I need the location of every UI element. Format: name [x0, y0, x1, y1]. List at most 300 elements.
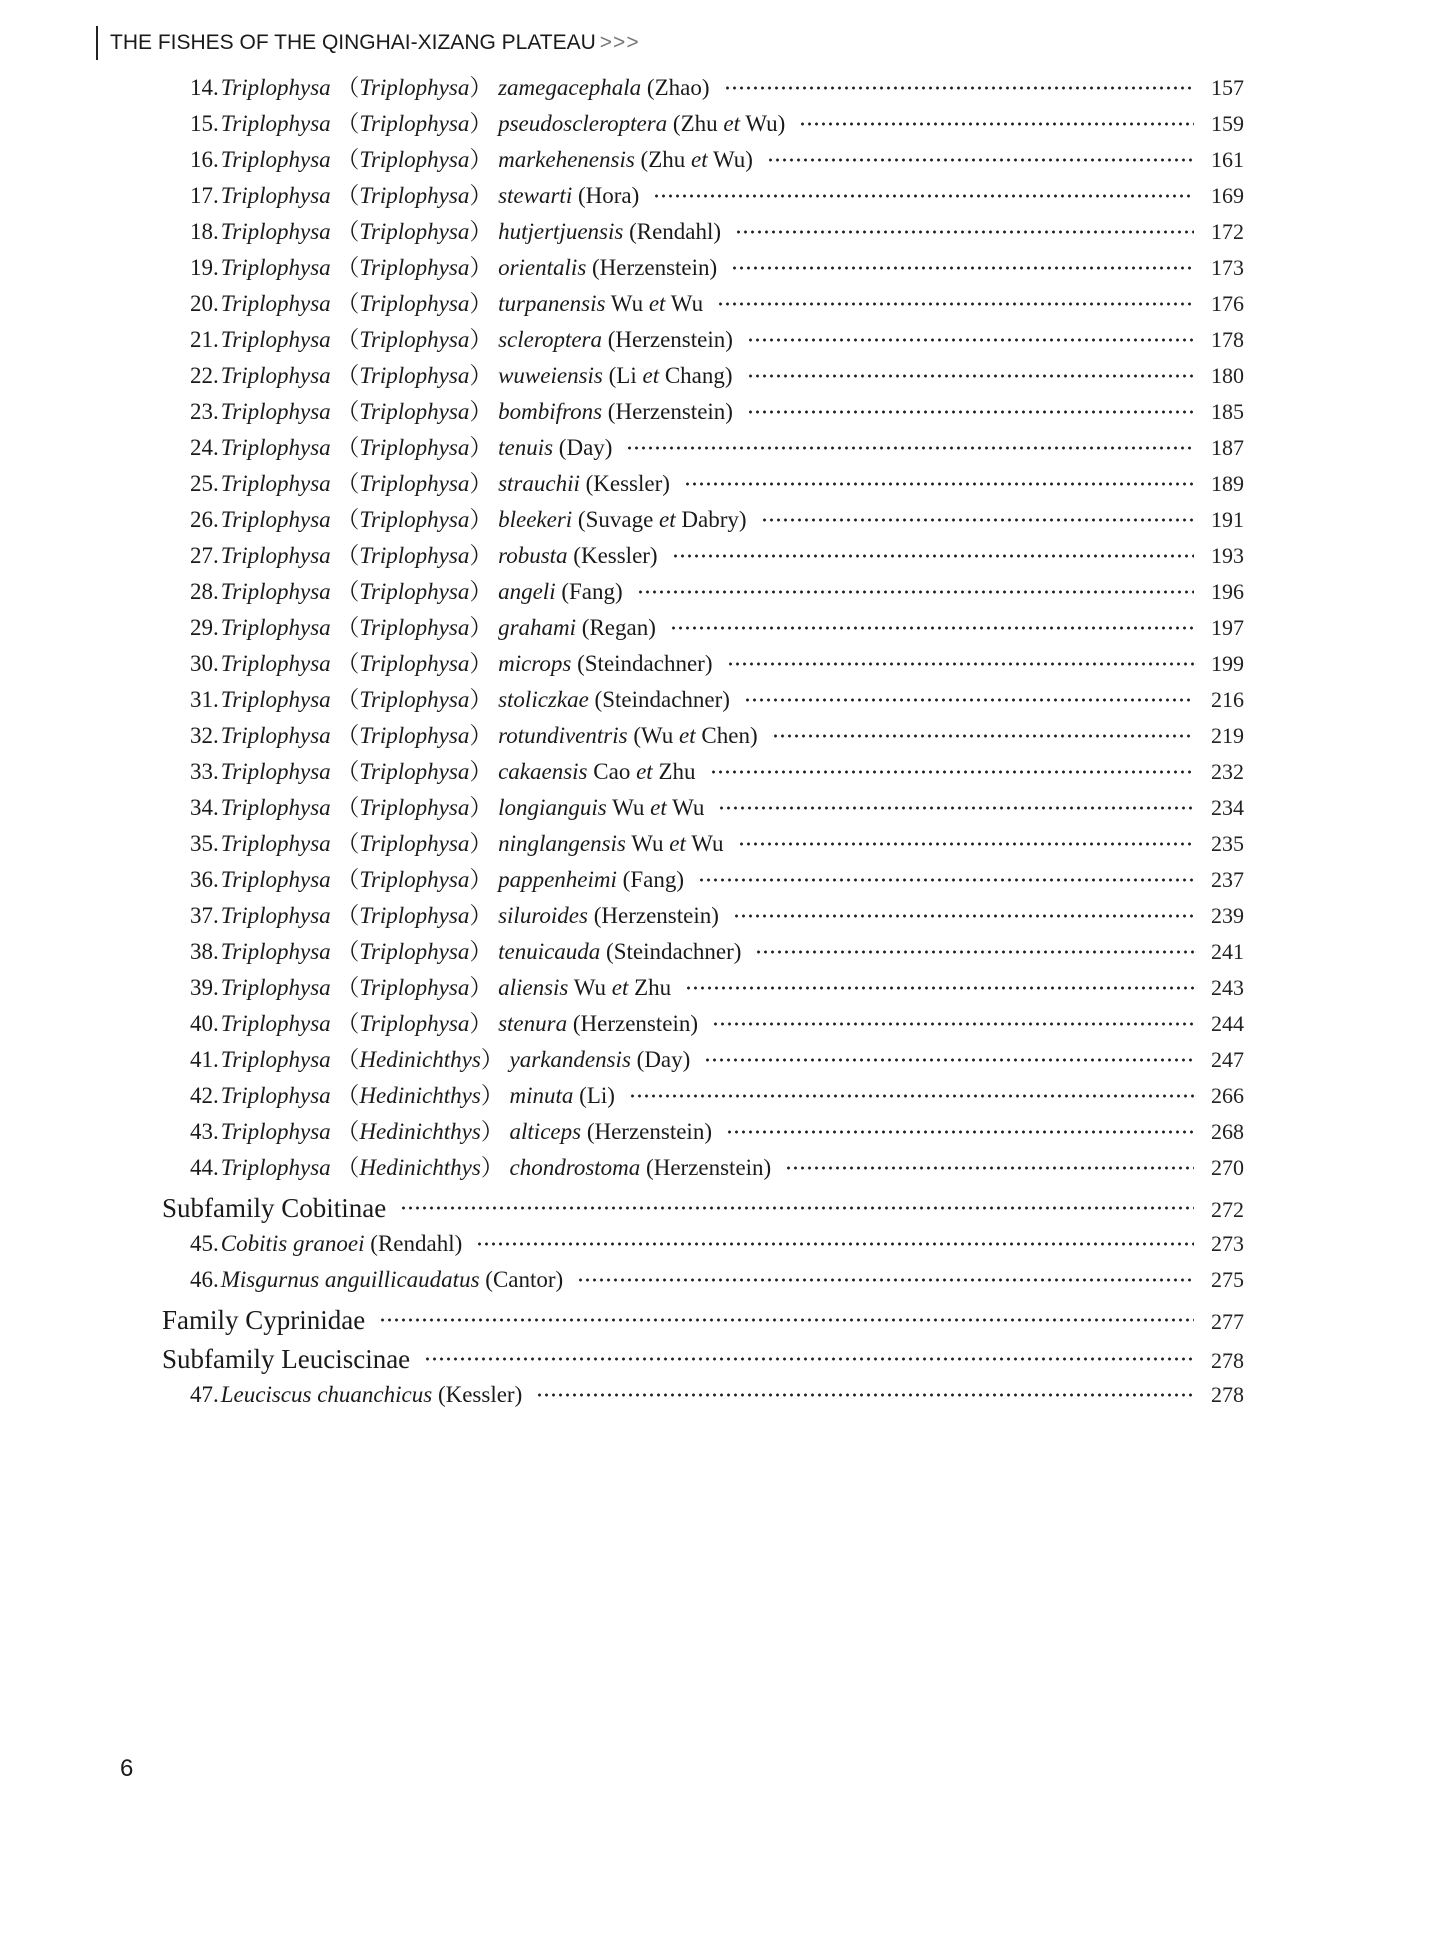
genus-name: Triplophysa: [220, 255, 331, 280]
toc-entry-title: [162, 1339, 410, 1379]
genus-name: Triplophysa: [220, 291, 331, 316]
subgenus-name: Triplophysa: [359, 687, 470, 712]
dot-leader: [712, 1020, 1194, 1028]
toc-entry-title: 36.Triplophysa （Triplophysa） pappenheimi (Fang): [190, 867, 684, 892]
dot-leader: [379, 1316, 1194, 1324]
species-name: grahami: [498, 615, 577, 640]
author-name: (Cantor): [485, 1267, 564, 1292]
genus-name: Triplophysa: [220, 867, 331, 892]
toc-species-entry[interactable]: [190, 70, 1244, 106]
toc-species-entry[interactable]: [190, 574, 1244, 610]
entry-number: 36.: [190, 867, 219, 892]
toc-entry-title: 25.Triplophysa （Triplophysa） strauchii (Kessler): [190, 471, 670, 496]
dot-leader: [727, 660, 1195, 668]
page-reference: 247: [1211, 1047, 1244, 1072]
dot-leader: [400, 1204, 1194, 1212]
species-name: alticeps: [509, 1119, 582, 1144]
author-name: (Wu: [633, 723, 674, 748]
page-reference: 277: [1211, 1309, 1244, 1334]
species-name: microps: [498, 651, 572, 676]
subgenus-name: Triplophysa: [359, 507, 470, 532]
toc-entry-title: 43.Triplophysa （Hedinichthys） alticeps (Herzenstein): [190, 1119, 712, 1144]
author-conjunction: et: [611, 975, 629, 1000]
running-header-title: THE FISHES OF THE QINGHAI-XIZANG PLATEAU: [110, 31, 596, 54]
toc-species-entry[interactable]: [190, 1226, 1244, 1262]
author-conjunction: et: [723, 111, 740, 136]
dot-leader: [698, 876, 1194, 884]
subgenus-name: Triplophysa: [359, 723, 470, 748]
toc-species-entry[interactable]: [190, 1114, 1244, 1150]
species-name: chuanchicus: [317, 1382, 433, 1407]
page-reference: 273: [1211, 1231, 1244, 1256]
subgenus-name: Triplophysa: [359, 579, 470, 604]
toc-entry-title: [162, 1188, 386, 1228]
author-conjunction: et: [691, 147, 708, 172]
page-reference: 176: [1211, 291, 1244, 316]
author-conjunction: et: [636, 759, 653, 784]
species-name: chondrostoma: [509, 1155, 641, 1180]
toc-entry-title: 18.Triplophysa （Triplophysa） hutjertjuensis (Rendahl): [190, 219, 722, 244]
entry-number: 38.: [190, 939, 219, 964]
species-name: stewarti: [498, 183, 573, 208]
species-name: pappenheimi: [498, 867, 617, 892]
page-reference: 243: [1211, 975, 1244, 1000]
dot-leader: [684, 480, 1194, 488]
subgenus-name: Triplophysa: [359, 975, 470, 1000]
species-name: bleekeri: [498, 507, 573, 532]
subgenus-name: Triplophysa: [359, 867, 470, 892]
toc-entry-title: 14.Triplophysa （Triplophysa） zamegacephala (Zhao): [190, 75, 710, 100]
author-conjunction: et: [679, 723, 696, 748]
genus-name: Triplophysa: [220, 183, 331, 208]
toc-entry-title: 41.Triplophysa （Hedinichthys） yarkandensis (Day): [190, 1047, 691, 1072]
section-title: Subfamily Leuciscinae: [162, 1344, 411, 1374]
page-reference: 172: [1211, 219, 1244, 244]
author-name: Wu: [631, 831, 664, 856]
author-name: Wu: [573, 975, 607, 1000]
species-name: cakaensis: [498, 759, 588, 784]
author-name: (Suvage: [577, 507, 654, 532]
toc-entry-title: 15.Triplophysa （Triplophysa） pseudoscleroptera (Zhu et Wu): [190, 111, 786, 136]
species-name: pseudoscleroptera: [498, 111, 668, 136]
toc-entry-title: 16.Triplophysa （Triplophysa） markehenensis (Zhu et Wu): [190, 147, 753, 172]
entry-number: 29.: [190, 615, 219, 640]
entry-number: 40.: [190, 1011, 219, 1036]
entry-number: 35.: [190, 831, 219, 856]
species-name: tenuicauda: [498, 939, 601, 964]
species-name: tenuis: [498, 435, 554, 460]
toc-section-entry[interactable]: [162, 1188, 1244, 1228]
genus-name: Leuciscus: [220, 1382, 312, 1407]
toc-species-entry[interactable]: [190, 286, 1244, 322]
author-name: Cao: [593, 759, 631, 784]
dot-leader: [799, 120, 1194, 128]
species-name: minuta: [509, 1083, 574, 1108]
page-reference: 278: [1211, 1348, 1244, 1373]
author-name-second: Wu: [691, 831, 724, 856]
genus-name: Triplophysa: [220, 1011, 331, 1036]
author-name-second: Chang): [664, 363, 733, 388]
toc-entry-title: 26.Triplophysa （Triplophysa） bleekeri (Suvage et Dabry): [190, 507, 747, 532]
entry-number: 42.: [190, 1083, 219, 1108]
toc-entry-title: 42.Triplophysa （Hedinichthys） minuta (Li): [190, 1083, 615, 1108]
genus-name: Triplophysa: [220, 363, 331, 388]
subgenus-name: Triplophysa: [359, 939, 470, 964]
toc-species-entry[interactable]: [190, 538, 1244, 574]
author-name: (Li): [579, 1083, 615, 1108]
entry-number: 18.: [190, 219, 219, 244]
subgenus-name: Hedinichthys: [359, 1047, 481, 1072]
species-name: siluroides: [498, 903, 588, 928]
author-name: (Hora): [577, 183, 640, 208]
toc-entry-title: 30.Triplophysa （Triplophysa） microps (Steindachner): [190, 651, 713, 676]
author-name: Wu: [612, 795, 645, 820]
subgenus-name: Triplophysa: [359, 291, 470, 316]
toc-entry-title: 33.Triplophysa （Triplophysa） cakaensis Cao et Zhu: [190, 759, 696, 784]
genus-name: Misgurnus: [220, 1267, 320, 1292]
author-name: (Herzenstein): [646, 1155, 772, 1180]
species-name: stoliczkae: [498, 687, 589, 712]
genus-name: Triplophysa: [220, 1155, 331, 1180]
toc-species-entry[interactable]: [190, 466, 1244, 502]
author-name: (Steindachner): [577, 651, 713, 676]
dot-leader: [710, 768, 1195, 776]
species-name: bombifrons: [498, 399, 603, 424]
author-name: (Kessler): [573, 543, 658, 568]
genus-name: Triplophysa: [220, 507, 331, 532]
genus-name: Triplophysa: [220, 399, 331, 424]
subgenus-name: Triplophysa: [359, 831, 470, 856]
toc-species-entry[interactable]: [190, 1042, 1244, 1078]
dot-leader: [755, 948, 1194, 956]
page-reference: 237: [1211, 867, 1244, 892]
toc-entry-title: 27.Triplophysa （Triplophysa） robusta (Kessler): [190, 543, 658, 568]
author-name: (Herzenstein): [586, 1119, 712, 1144]
genus-name: Triplophysa: [220, 795, 331, 820]
author-name: (Herzenstein): [607, 327, 733, 352]
toc-species-entry[interactable]: [190, 754, 1244, 790]
genus-name: Cobitis: [220, 1231, 288, 1256]
entry-number: 26.: [190, 507, 219, 532]
genus-name: Triplophysa: [220, 723, 331, 748]
dot-leader: [724, 84, 1195, 92]
species-name: hutjertjuensis: [498, 219, 624, 244]
author-name-second: Zhu: [634, 975, 672, 1000]
genus-name: Triplophysa: [220, 831, 331, 856]
species-name: zamegacephala: [498, 75, 642, 100]
author-name: (Kessler): [585, 471, 670, 496]
author-name: (Zhu: [672, 111, 718, 136]
subgenus-name: Triplophysa: [359, 327, 470, 352]
entry-number: 23.: [190, 399, 219, 424]
toc-species-entry[interactable]: [190, 898, 1244, 934]
dot-leader: [476, 1240, 1194, 1248]
genus-name: Triplophysa: [220, 759, 331, 784]
toc-entry-title: 37.Triplophysa （Triplophysa） siluroides (Herzenstein): [190, 903, 719, 928]
dot-leader: [653, 192, 1194, 200]
page-reference: 235: [1211, 831, 1244, 856]
toc-species-entry[interactable]: [190, 934, 1244, 970]
page-reference: 234: [1211, 795, 1244, 820]
entry-number: 21.: [190, 327, 219, 352]
toc-species-entry[interactable]: [190, 646, 1244, 682]
author-name: (Steindachner): [606, 939, 742, 964]
page-reference: 180: [1211, 363, 1244, 388]
entry-number: 16.: [190, 147, 219, 172]
page-reference: 161: [1211, 147, 1244, 172]
dot-leader: [637, 588, 1194, 596]
toc-species-entry[interactable]: [190, 718, 1244, 754]
subgenus-name: Hedinichthys: [359, 1119, 481, 1144]
author-name: (Zhao): [646, 75, 710, 100]
toc-entry-title: [190, 1377, 522, 1413]
toc-species-entry[interactable]: [190, 862, 1244, 898]
author-name-second: Zhu: [658, 759, 696, 784]
author-name: (Fang): [622, 867, 684, 892]
subgenus-name: Triplophysa: [359, 1011, 470, 1036]
dot-leader: [747, 372, 1194, 380]
page-reference: 157: [1211, 75, 1244, 100]
entry-number: 45.: [190, 1231, 219, 1256]
toc-species-entry[interactable]: [190, 1377, 1244, 1413]
entry-number: 19.: [190, 255, 219, 280]
toc-species-entry[interactable]: [190, 970, 1244, 1006]
toc-section-entry[interactable]: [162, 1339, 1244, 1379]
dot-leader: [670, 624, 1194, 632]
species-name: granoei: [292, 1231, 365, 1256]
entry-number: 15.: [190, 111, 219, 136]
page-reference: 268: [1211, 1119, 1244, 1144]
dot-leader: [718, 804, 1194, 812]
subgenus-name: Triplophysa: [359, 471, 470, 496]
dot-leader: [747, 336, 1194, 344]
toc-species-entry[interactable]: [190, 1078, 1244, 1114]
subgenus-name: Triplophysa: [359, 903, 470, 928]
toc-entry-title: 22.Triplophysa （Triplophysa） wuweiensis (Li et Chang): [190, 363, 733, 388]
genus-name: Triplophysa: [220, 543, 331, 568]
toc-entry-title: 38.Triplophysa （Triplophysa） tenuicauda (Steindachner): [190, 939, 742, 964]
subgenus-name: Triplophysa: [359, 795, 470, 820]
author-name-second: Wu: [670, 291, 704, 316]
dot-leader: [731, 264, 1194, 272]
author-conjunction: et: [650, 795, 667, 820]
subgenus-name: Triplophysa: [359, 75, 470, 100]
species-name: rotundiventris: [498, 723, 628, 748]
page-reference: 272: [1211, 1197, 1244, 1222]
genus-name: Triplophysa: [220, 579, 331, 604]
section-title: Subfamily Cobitinae: [162, 1193, 387, 1223]
page-reference: 159: [1211, 111, 1244, 136]
species-name: robusta: [498, 543, 568, 568]
toc-entry-title: 21.Triplophysa （Triplophysa） scleroptera (Herzenstein): [190, 327, 733, 352]
genus-name: Triplophysa: [220, 111, 331, 136]
toc-entry-title: 24.Triplophysa （Triplophysa） tenuis (Day): [190, 435, 613, 460]
author-name: (Herzenstein): [593, 903, 719, 928]
author-conjunction: et: [642, 363, 660, 388]
page-reference: 173: [1211, 255, 1244, 280]
entry-number: 47.: [190, 1382, 219, 1407]
entry-number: 37.: [190, 903, 219, 928]
page-reference: 193: [1211, 543, 1244, 568]
dot-leader: [629, 1092, 1194, 1100]
running-header: [96, 26, 640, 60]
page-reference: 189: [1211, 471, 1244, 496]
dot-leader: [577, 1276, 1194, 1284]
toc-species-entry[interactable]: [190, 1150, 1244, 1186]
genus-name: Triplophysa: [220, 147, 331, 172]
page-reference: 244: [1211, 1011, 1244, 1036]
entry-number: 46.: [190, 1267, 219, 1292]
author-conjunction: et: [648, 291, 666, 316]
dot-leader: [772, 732, 1194, 740]
genus-name: Triplophysa: [220, 219, 331, 244]
toc-species-entry[interactable]: [190, 430, 1244, 466]
toc-species-entry[interactable]: [190, 610, 1244, 646]
genus-name: Triplophysa: [220, 1083, 331, 1108]
toc-species-entry[interactable]: [190, 682, 1244, 718]
author-name: Wu: [610, 291, 644, 316]
dot-leader: [536, 1391, 1194, 1399]
page-reference: 196: [1211, 579, 1244, 604]
entry-number: 28.: [190, 579, 219, 604]
author-name: (Fang): [561, 579, 623, 604]
toc-species-entry[interactable]: [190, 214, 1244, 250]
toc-species-entry[interactable]: [190, 1006, 1244, 1042]
genus-name: Triplophysa: [220, 75, 331, 100]
entry-number: 33.: [190, 759, 219, 784]
author-conjunction: et: [659, 507, 676, 532]
author-name-second: Wu: [672, 795, 705, 820]
entry-number: 34.: [190, 795, 219, 820]
subgenus-name: Triplophysa: [359, 363, 470, 388]
species-name: angeli: [498, 579, 556, 604]
toc-section-entry[interactable]: [162, 1300, 1244, 1340]
author-conjunction: et: [669, 831, 686, 856]
genus-name: Triplophysa: [220, 975, 331, 1000]
page-reference: 178: [1211, 327, 1244, 352]
subgenus-name: Triplophysa: [359, 147, 470, 172]
section-title: Family Cyprinidae: [162, 1305, 366, 1335]
toc-species-entry[interactable]: [190, 502, 1244, 538]
entry-number: 32.: [190, 723, 219, 748]
entry-number: 27.: [190, 543, 219, 568]
page-reference: 219: [1211, 723, 1244, 748]
author-name: (Rendahl): [629, 219, 722, 244]
dot-leader: [626, 444, 1194, 452]
toc-entry-title: 29.Triplophysa （Triplophysa） grahami (Regan): [190, 615, 656, 640]
page-reference: 241: [1211, 939, 1244, 964]
toc-species-entry[interactable]: [190, 322, 1244, 358]
dot-leader: [726, 1128, 1194, 1136]
page-reference: 199: [1211, 651, 1244, 676]
author-name: (Herzenstein): [572, 1011, 698, 1036]
author-name: (Li: [608, 363, 637, 388]
subgenus-name: Triplophysa: [359, 759, 470, 784]
dot-leader: [761, 516, 1194, 524]
species-name: anguillicaudatus: [324, 1267, 480, 1292]
page-reference: 191: [1211, 507, 1244, 532]
entry-number: 31.: [190, 687, 219, 712]
page-reference: 185: [1211, 399, 1244, 424]
species-name: aliensis: [498, 975, 569, 1000]
toc-species-entry[interactable]: [190, 178, 1244, 214]
dot-leader: [738, 840, 1194, 848]
genus-name: Triplophysa: [220, 327, 331, 352]
dot-leader: [767, 156, 1194, 164]
entry-number: 43.: [190, 1119, 219, 1144]
genus-name: Triplophysa: [220, 615, 331, 640]
toc-species-entry[interactable]: [190, 826, 1244, 862]
toc-entry-title: 20.Triplophysa （Triplophysa） turpanensis Wu et Wu: [190, 291, 704, 316]
subgenus-name: Triplophysa: [359, 255, 470, 280]
toc-species-entry[interactable]: [190, 1262, 1244, 1298]
entry-number: 25.: [190, 471, 219, 496]
toc-entry-title: 34.Triplophysa （Triplophysa） longianguis Wu et Wu: [190, 795, 705, 820]
toc-entry-title: 31.Triplophysa （Triplophysa） stoliczkae (Steindachner): [190, 687, 730, 712]
toc-species-entry[interactable]: [190, 106, 1244, 142]
subgenus-name: Triplophysa: [359, 543, 470, 568]
genus-name: Triplophysa: [220, 651, 331, 676]
toc-species-entry[interactable]: [190, 142, 1244, 178]
toc-entry-title: 17.Triplophysa （Triplophysa） stewarti (Hora): [190, 183, 640, 208]
page-reference: 278: [1211, 1382, 1244, 1407]
entry-number: 20.: [190, 291, 219, 316]
genus-name: Triplophysa: [220, 1119, 331, 1144]
toc-entry-title: [190, 1262, 563, 1298]
entry-number: 24.: [190, 435, 219, 460]
running-header-arrows: >>>: [599, 31, 640, 54]
page-reference: 197: [1211, 615, 1244, 640]
subgenus-name: Triplophysa: [359, 399, 470, 424]
entry-number: 14.: [190, 75, 219, 100]
genus-name: Triplophysa: [220, 471, 331, 496]
subgenus-name: Triplophysa: [359, 219, 470, 244]
toc-species-entry[interactable]: [190, 394, 1244, 430]
author-name: (Zhu: [640, 147, 686, 172]
subgenus-name: Triplophysa: [359, 111, 470, 136]
toc-species-entry[interactable]: [190, 790, 1244, 826]
entry-number: 41.: [190, 1047, 219, 1072]
page-reference: 239: [1211, 903, 1244, 928]
page-reference: 275: [1211, 1267, 1244, 1292]
subgenus-name: Triplophysa: [359, 435, 470, 460]
page-number: 6: [120, 1755, 134, 1782]
author-name: (Day): [558, 435, 613, 460]
author-name-second: Wu): [712, 147, 753, 172]
genus-name: Triplophysa: [220, 903, 331, 928]
toc-entry-title: [190, 1226, 462, 1262]
dot-leader: [785, 1164, 1194, 1172]
dot-leader: [735, 228, 1194, 236]
toc-entry-title: 44.Triplophysa （Hedinichthys） chondrostoma (Herzenstein): [190, 1155, 772, 1180]
species-name: orientalis: [498, 255, 587, 280]
author-name-second: Chen): [701, 723, 758, 748]
author-name: (Day): [636, 1047, 691, 1072]
author-name: (Kessler): [437, 1382, 523, 1407]
dot-leader: [672, 552, 1194, 560]
toc-species-entry[interactable]: [190, 250, 1244, 286]
genus-name: Triplophysa: [220, 939, 331, 964]
toc-species-entry[interactable]: [190, 358, 1244, 394]
toc-entry-title: 32.Triplophysa （Triplophysa） rotundiventris (Wu et Chen): [190, 723, 758, 748]
dot-leader: [424, 1355, 1194, 1363]
author-name-second: Wu): [745, 111, 786, 136]
author-name-second: Dabry): [681, 507, 747, 532]
toc-entry-title: 23.Triplophysa （Triplophysa） bombifrons (Herzenstein): [190, 399, 733, 424]
subgenus-name: Hedinichthys: [359, 1155, 481, 1180]
subgenus-name: Triplophysa: [359, 183, 470, 208]
page-reference: 169: [1211, 183, 1244, 208]
